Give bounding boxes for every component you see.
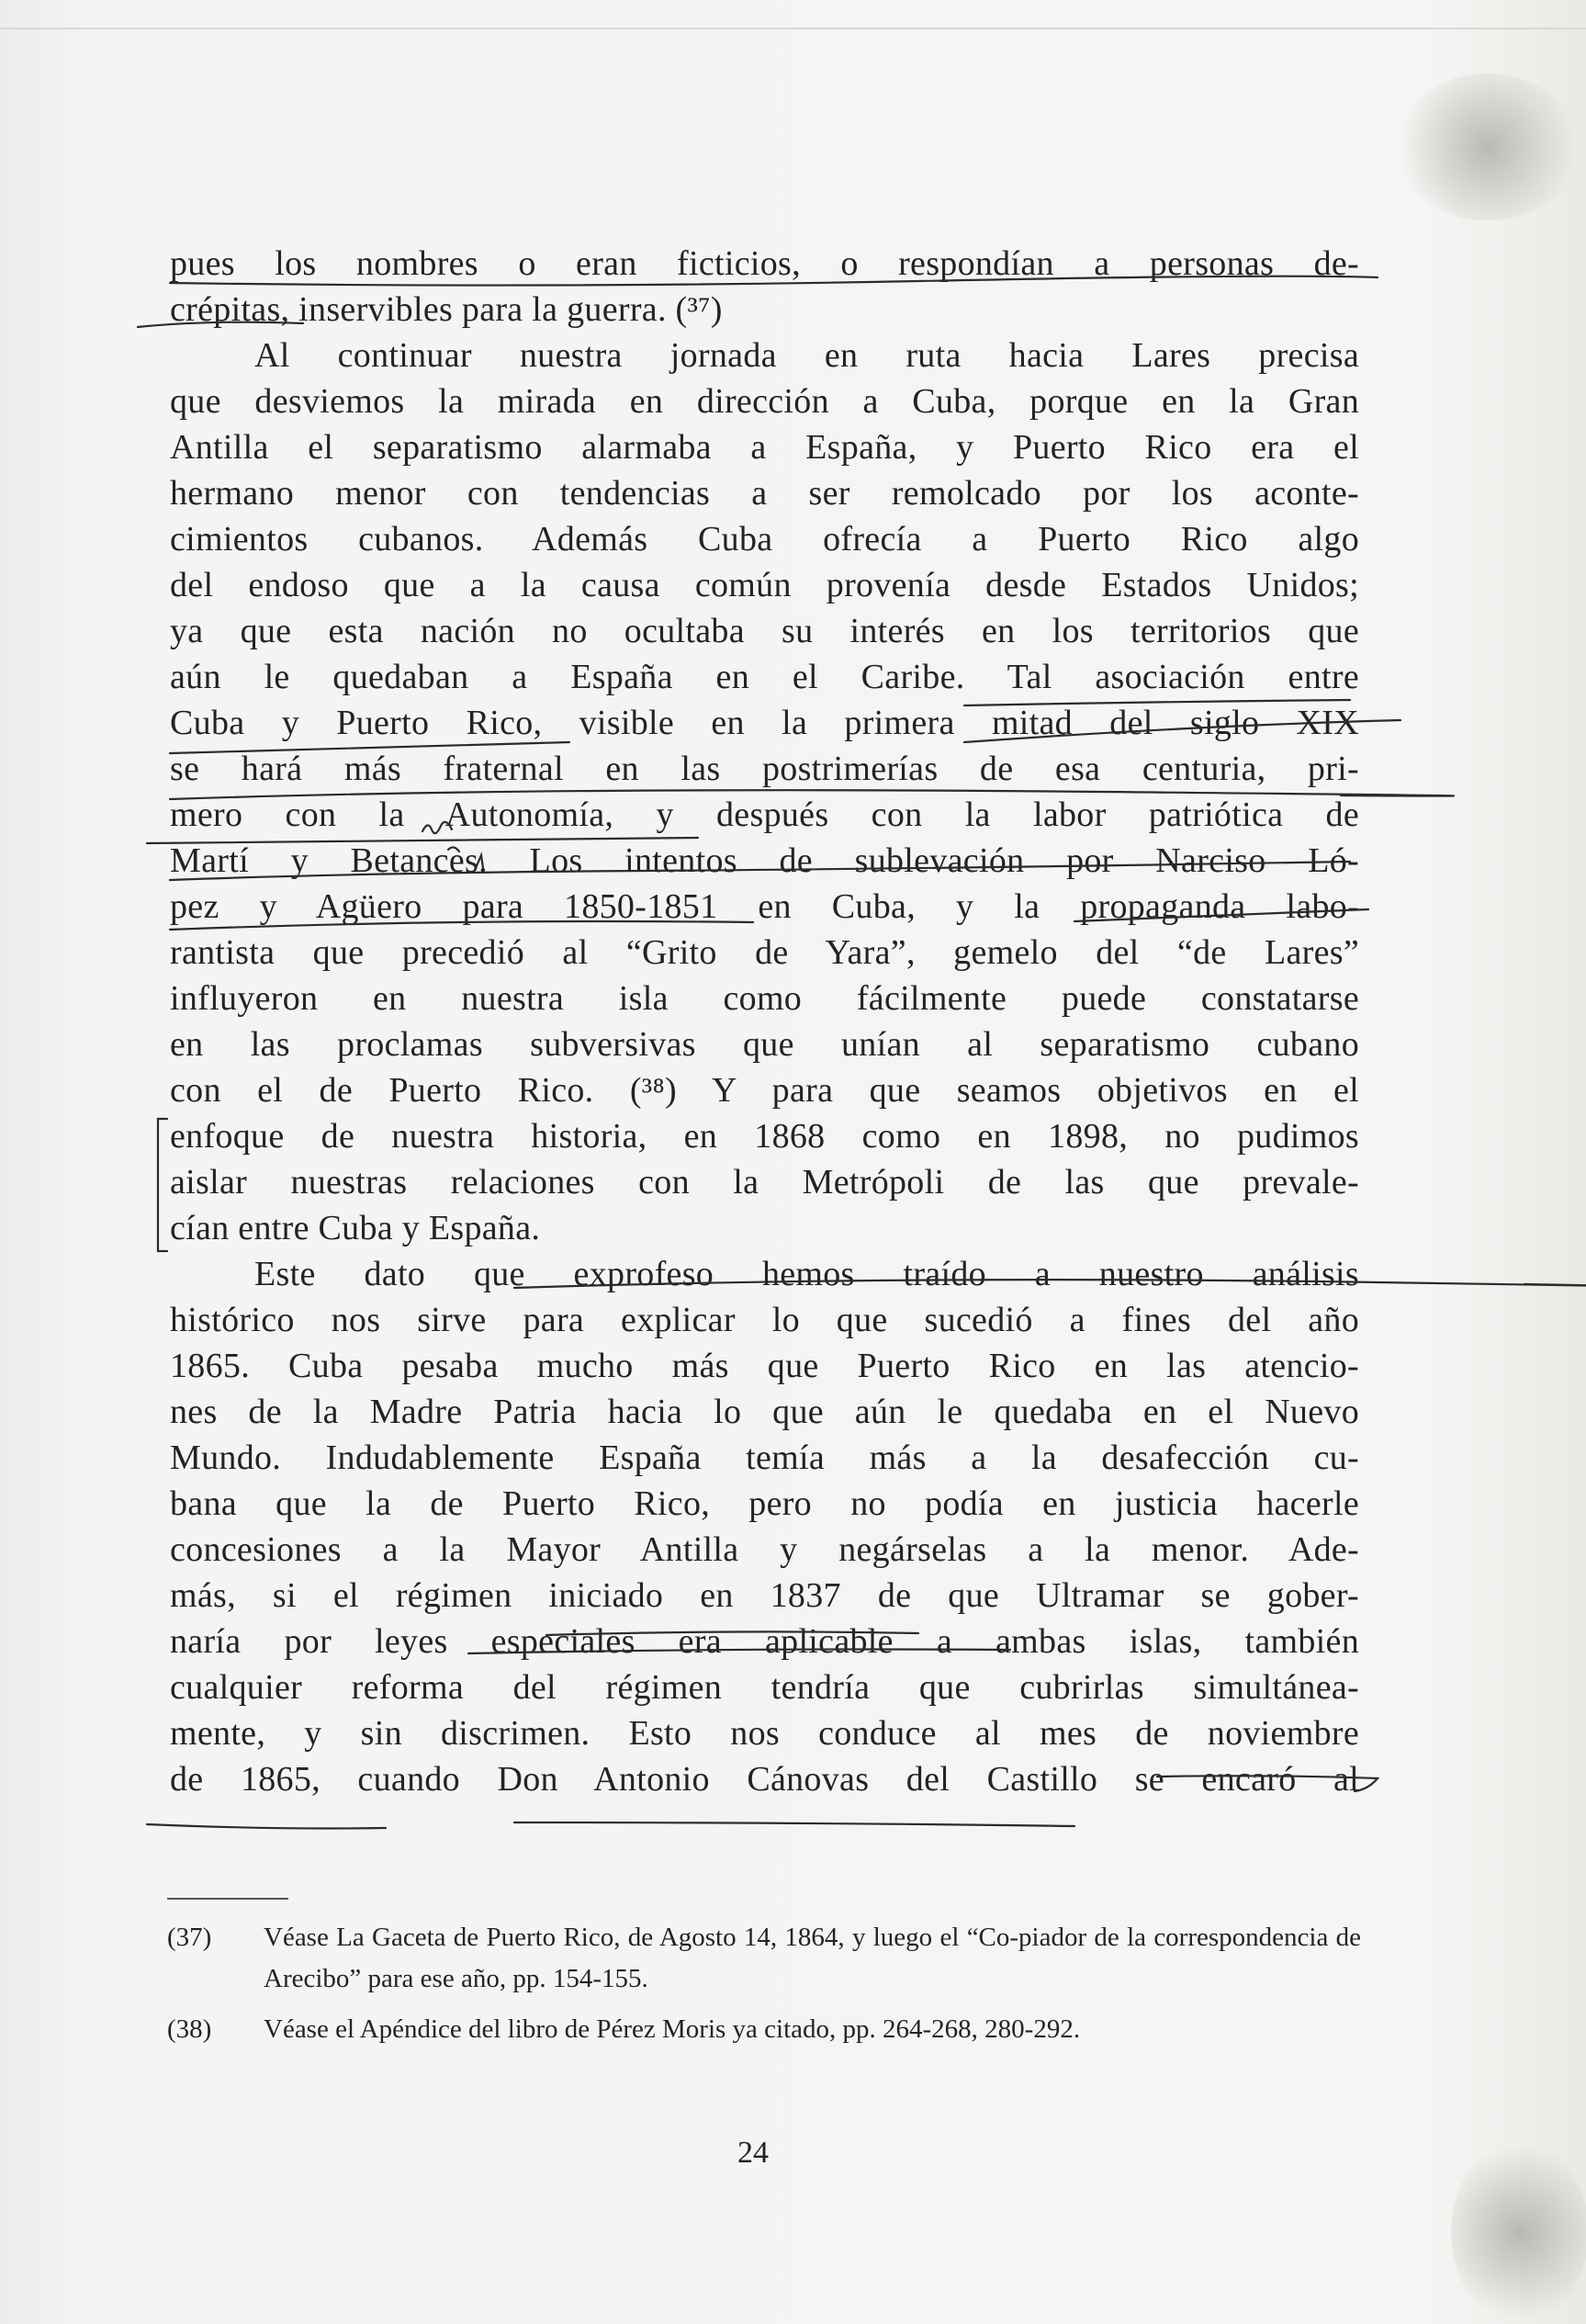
text-line: Cuba y Puerto Rico, visible en la primera mitad del siglo XIX <box>170 704 1359 742</box>
text-line: del endoso que a la causa común provenía desde Estados Unidos; <box>170 566 1359 604</box>
text-line: Martí y Betances. Los intentos de sublevación por Narciso Ló- <box>170 841 1359 880</box>
text-line: cualquier reforma del régimen tendría que cubrirlas simultánea- <box>170 1668 1359 1707</box>
footnote-number: (38) <box>167 2014 212 2044</box>
body-text <box>170 241 1359 1802</box>
text-line: de 1865, cuando Don Antonio Cánovas del Castillo se encaró al <box>170 1760 1359 1799</box>
footnote-text: Véase La Gaceta de Puerto Rico, de Agosto 14, 1864, y luego el “Co-piador de la correspondencia de Arecibo” para ese año, pp. 154-155. <box>264 1923 1361 1993</box>
text-line: que desviemos la mirada en dirección a Cuba, porque en la Gran <box>170 382 1359 421</box>
text-line: Antilla el separatismo alarmaba a España, y Puerto Rico era el <box>170 428 1359 467</box>
text-line: naría por leyes especiales era aplicable a ambas islas, también <box>170 1622 1359 1661</box>
text-line: en las proclamas subversivas que unían al separatismo cubano <box>170 1025 1359 1064</box>
text-line: Mundo. Indudablemente España temía más a la desafección cu- <box>170 1438 1359 1477</box>
text-line: enfoque de nuestra historia, en 1868 como en 1898, no pudimos <box>170 1117 1359 1156</box>
text-line: hermano menor con tendencias a ser remolcado por los aconte- <box>170 474 1359 513</box>
text-line: se hará más fraternal en las postrimerías de esa centuria, pri- <box>170 750 1359 788</box>
text-line: ya que esta nación no ocultaba su interés en los territorios que <box>170 612 1359 650</box>
text-line: concesiones a la Mayor Antilla y negárselas a la menor. Ade- <box>170 1530 1359 1569</box>
margin-bracket <box>158 1119 167 1251</box>
footnote-text: Véase el Apéndice del libro de Pérez Moris ya citado, pp. 264-268, 280-292. <box>264 2014 1081 2044</box>
text-line: nes de la Madre Patria hacia lo que aún le quedaba en el Nuevo <box>170 1393 1359 1431</box>
text-line: pues los nombres o eran ficticios, o respondían a personas de- <box>170 244 1359 283</box>
text-line: cían entre Cuba y España. <box>170 1209 541 1247</box>
text-line: con el de Puerto Rico. (³⁸) Y para que seamos objetivos en el <box>170 1071 1359 1110</box>
text-line: influyeron en nuestra isla como fácilmente puede constatarse <box>170 979 1359 1018</box>
text-line: histórico nos sirve para explicar lo que sucedió a fines del año <box>170 1301 1359 1339</box>
text-line: cimientos cubanos. Además Cuba ofrecía a Puerto Rico algo <box>170 520 1359 558</box>
scan-top-edge <box>0 28 1586 29</box>
footnotes <box>167 1917 1361 2059</box>
footnote-number: (37) <box>167 1923 212 1952</box>
footnote <box>167 2009 1361 2050</box>
text-line: Este dato que exprofeso hemos traído a nuestro análisis <box>254 1255 1359 1293</box>
text-line: Al continuar nuestra jornada en ruta hacia Lares precisa <box>254 336 1359 375</box>
text-line: aislar nuestras relaciones con la Metrópoli de las que prevale- <box>170 1163 1359 1201</box>
text-line: 1865. Cuba pesaba mucho más que Puerto Rico en las atencio- <box>170 1347 1359 1385</box>
text-line: más, si el régimen iniciado en 1837 de que Ultramar se gober- <box>170 1576 1359 1615</box>
page-number: 24 <box>737 2136 769 2170</box>
text-line: rantista que precedió al “Grito de Yara”, gemelo del “de Lares” <box>170 933 1359 972</box>
underline-line-34 <box>147 1822 1074 1829</box>
text-line: mente, y sin discrimen. Esto nos conduce al mes de noviembre <box>170 1714 1359 1753</box>
edge-stain-top-right <box>1396 73 1580 220</box>
text-line: crépitas, inservibles para la guerra. (³⁷) <box>170 290 723 329</box>
footnote <box>167 1917 1361 2000</box>
text-line: mero con la Autonomía, y después con la labor patriótica de <box>170 795 1359 834</box>
text-line: aún le quedaban a España en el Caribe. Tal asociación entre <box>170 658 1359 696</box>
text-line: pez y Agüero para 1850-1851 en Cuba, y la propaganda labo- <box>170 887 1359 926</box>
footnote-divider <box>167 1898 288 1900</box>
text-line: bana que la de Puerto Rico, pero no podía en justicia hacerle <box>170 1484 1359 1523</box>
